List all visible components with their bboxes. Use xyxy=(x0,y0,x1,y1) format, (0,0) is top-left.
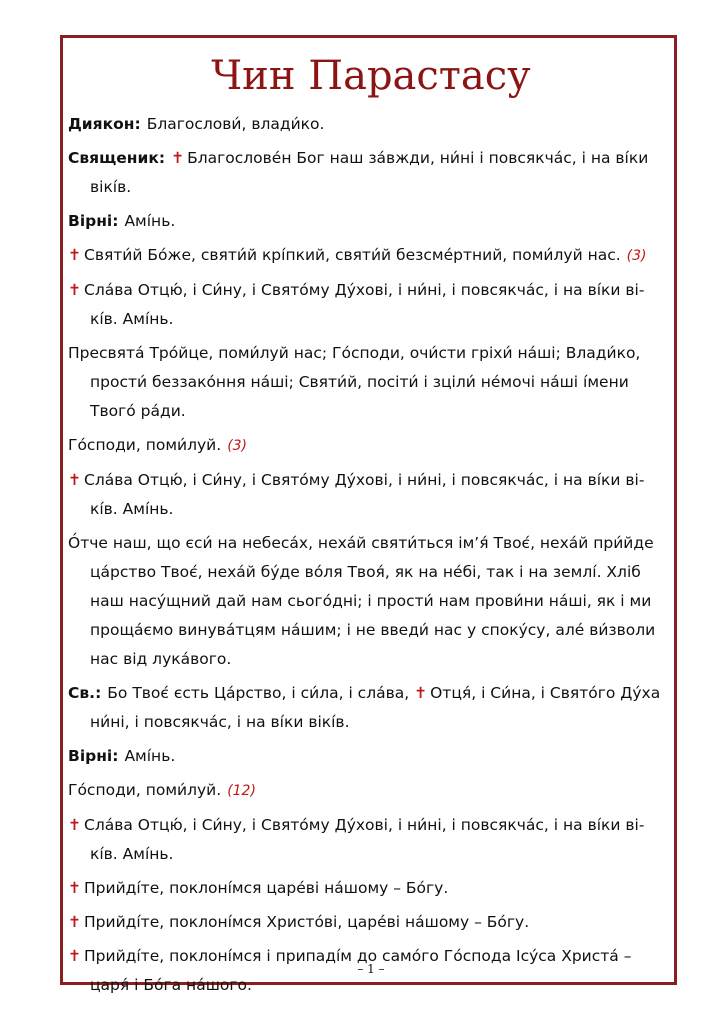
speaker-label: Св.: xyxy=(68,684,102,702)
paragraph xyxy=(68,776,664,806)
paragraph-text: Прийді́те, поклоні́мся і припаді́м до само́го Го́спода Ісу́са Христа́ – царя́ і Бо́га на́шого. xyxy=(84,947,632,994)
paragraph xyxy=(68,207,664,236)
paragraph-text: Прийді́те, поклоні́мся царе́ві на́шому – Бо́гу. xyxy=(84,879,449,897)
repeat-count: (3) xyxy=(626,248,647,264)
page-number: – 1 – xyxy=(357,962,385,976)
paragraph-text: Го́споди, поми́луй. xyxy=(68,781,222,799)
paragraph-text-continued: Отця́, і Си́на, і Свято́го Ду́ха ни́ні, і повсякча́с, і на ві́ки вікі́в. xyxy=(90,684,661,731)
paragraph-text: Амі́нь. xyxy=(124,747,176,765)
paragraph xyxy=(68,811,664,869)
cross-icon: ✝ xyxy=(68,471,81,489)
paragraph xyxy=(68,466,664,524)
cross-icon: ✝ xyxy=(68,816,81,834)
paragraph-text: Сла́ва Отцю́, і Си́ну, і Свято́му Ду́хові, і ни́ні, і повсякча́с, і на ві́ки ві-кі́в. Амі́нь. xyxy=(84,281,645,328)
page-title: Чин Парастасу xyxy=(211,53,531,99)
paragraph-text: Амі́нь. xyxy=(124,212,176,230)
paragraph xyxy=(68,679,664,737)
paragraph-text: Бо Твоє́ єсть Ца́рство, і си́ла, і сла́ва, xyxy=(107,684,410,702)
paragraph-text: Благослове́н Бог наш за́вжди, ни́ні і повсякча́с, і на ві́ки вікі́в. xyxy=(90,149,649,196)
paragraph xyxy=(68,276,664,334)
liturgy-text xyxy=(68,110,664,1005)
paragraph-text: Сла́ва Отцю́, і Си́ну, і Свято́му Ду́хові, і ни́ні, і повсякча́с, і на ві́ки ві-кі́в. Амі́нь. xyxy=(84,471,645,518)
paragraph xyxy=(68,110,664,139)
paragraph xyxy=(68,144,664,202)
paragraph xyxy=(68,874,664,903)
paragraph-text: О́тче наш, що єси́ на небеса́х, неха́й святи́ться ім’я́ Твоє́, неха́й при́йде ца́рство Твоє́, неха́й бу́де во́ля Твоя́, як на не́бі, так і на землі́. Хліб наш насу́щний дай нам сього́дні; і прости́ нам прови́ни на́ші, як і ми проща́ємо винува́тцям на́шим; і не введи́ нас у споку́су, але́ ви́зволи нас від лука́вого. xyxy=(68,534,656,668)
paragraph xyxy=(68,529,664,674)
cross-icon: ✝ xyxy=(414,684,428,702)
cross-icon: ✝ xyxy=(68,879,81,897)
cross-icon: ✝ xyxy=(68,246,81,264)
repeat-count: (3) xyxy=(227,438,248,454)
paragraph-text: Сла́ва Отцю́, і Си́ну, і Свято́му Ду́хові, і ни́ні, і повсякча́с, і на ві́ки ві-кі́в. Амі́нь. xyxy=(84,816,645,863)
speaker-label: Священик: xyxy=(68,149,166,167)
paragraph-text: Го́споди, поми́луй. xyxy=(68,436,222,454)
cross-icon: ✝ xyxy=(68,281,81,299)
paragraph-text: Пресвята́ Тро́йце, поми́луй нас; Го́споди, очи́сти гріхи́ на́ші; Влади́ко, прости́ беззако́ння на́ші; Святи́й, посіти́ і зціли́ не́мочі на́ші і́мени Твого́ ра́ди. xyxy=(68,344,641,420)
paragraph-text: Святи́й Бо́же, святи́й крі́пкий, святи́й безсме́ртний, поми́луй нас. xyxy=(84,246,621,264)
paragraph xyxy=(68,339,664,426)
paragraph xyxy=(68,241,664,271)
repeat-count: (12) xyxy=(227,783,256,799)
paragraph-text: Прийді́те, поклоні́мся Христо́ві, царе́ві на́шому – Бо́гу. xyxy=(84,913,530,931)
cross-icon: ✝ xyxy=(68,913,81,931)
speaker-label: Диякон: xyxy=(68,115,141,133)
paragraph xyxy=(68,908,664,937)
speaker-label: Вірні: xyxy=(68,747,119,765)
speaker-label: Вірні: xyxy=(68,212,119,230)
paragraph xyxy=(68,431,664,461)
paragraph xyxy=(68,742,664,771)
cross-icon: ✝ xyxy=(171,149,185,167)
paragraph-text: Благослови́, влади́ко. xyxy=(146,115,325,133)
cross-icon: ✝ xyxy=(68,947,81,965)
